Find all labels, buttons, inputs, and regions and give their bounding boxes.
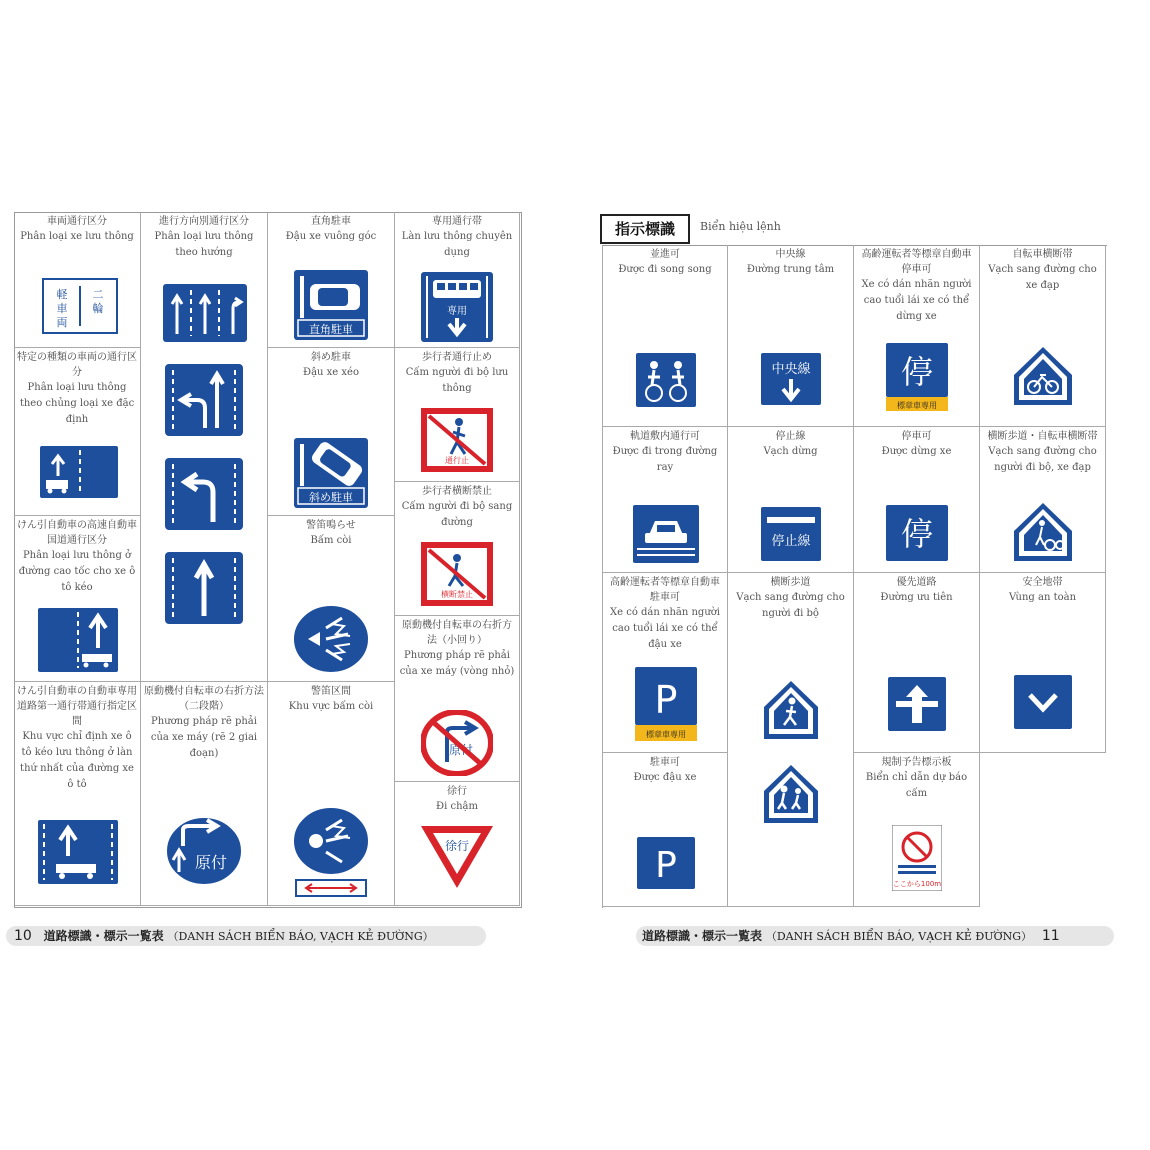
page-number: 10 bbox=[14, 928, 32, 944]
angled-parking-sign bbox=[294, 438, 368, 508]
label-jp: 原動機付自転車の右折方法（二段階） bbox=[144, 686, 264, 712]
cell-towing-expressway bbox=[14, 516, 141, 682]
label-vn: Đường ưu tiên bbox=[880, 592, 953, 603]
stop-line-sign bbox=[761, 507, 821, 561]
no-pedestrians-sign bbox=[421, 408, 493, 472]
label-vn: Vùng an toàn bbox=[1008, 592, 1077, 603]
label-vn: Được dừng xe bbox=[881, 446, 952, 457]
label-vn: Được đậu xe bbox=[633, 772, 697, 783]
cell-crosswalk bbox=[728, 573, 854, 907]
cell-angled-parking bbox=[268, 348, 395, 516]
cell-no-pedestrian-crossing bbox=[395, 482, 520, 616]
label-vn: Đường trung tâm bbox=[746, 264, 835, 275]
sign-text: 停 bbox=[900, 515, 934, 553]
advance-notice-sign bbox=[892, 825, 942, 891]
label-vn: Cấm người đi bộ sang đường bbox=[401, 501, 513, 528]
label-vn: Bấm còi bbox=[310, 535, 352, 546]
cell-moped-small-turn bbox=[395, 616, 520, 782]
sign-text: 原付 bbox=[448, 743, 474, 757]
label-jp: 直角駐車 bbox=[311, 216, 351, 227]
label-jp: 高齢運転者等標章自動車停車可 bbox=[861, 249, 972, 275]
priority-road-sign bbox=[888, 677, 946, 731]
cell-parking-allowed bbox=[602, 753, 728, 907]
label-jp: けん引自動車の自動車専用道路第一通行帯通行指定区間 bbox=[17, 686, 137, 727]
label-vn: Vạch dừng bbox=[763, 446, 818, 457]
cell-advance-notice bbox=[854, 753, 980, 907]
label-jp: 停止線 bbox=[775, 431, 806, 442]
label-vn: Xe có dán nhãn người cao tuổi lái xe có thể dừng xe bbox=[861, 279, 972, 322]
label-jp: 斜め駐車 bbox=[311, 352, 351, 363]
bicycle-crossing-sign bbox=[1012, 345, 1074, 407]
sign-text: 徐行 bbox=[444, 839, 470, 853]
label-vn: Phân loại lưu thông theo chủng loại xe đặc định bbox=[19, 382, 135, 425]
parking-allowed-sign bbox=[637, 837, 695, 889]
cell-priority-road bbox=[854, 573, 980, 753]
cell-elderly-parking bbox=[602, 573, 728, 753]
page-number: 11 bbox=[1041, 928, 1060, 944]
label-vn: Xe có dán nhãn người cao tuổi lái xe có thể đậu xe bbox=[610, 607, 720, 650]
label-vn: Biển chỉ dẫn dự báo cấm bbox=[865, 772, 968, 799]
cell-moped-two-stage bbox=[141, 682, 268, 906]
towing-lane-sign bbox=[38, 608, 118, 672]
cell-crosswalk-bicycle bbox=[980, 427, 1106, 573]
sign-subtext: 標章車専用 bbox=[646, 730, 686, 739]
label-vn: Làn lưu thông chuyên dụng bbox=[401, 231, 513, 258]
label-jp: 安全地帯 bbox=[1022, 577, 1063, 588]
cell-bicycle-crossing bbox=[980, 245, 1106, 427]
cell-tram-track bbox=[602, 427, 728, 573]
label-jp: 高齢運転者等標章自動車駐車可 bbox=[610, 577, 720, 603]
label-vn: Được đi song song bbox=[618, 264, 712, 275]
cell-elderly-stop bbox=[854, 245, 980, 427]
cell-stop-line bbox=[728, 427, 854, 573]
slow-down-sign bbox=[419, 824, 495, 890]
label-jp: 駐車可 bbox=[650, 757, 680, 768]
sign-text: 通行止 bbox=[445, 456, 469, 465]
label-vn: Vạch sang đường cho người đi bộ, xe đạp bbox=[988, 446, 1097, 473]
cell-specific-vehicle-class bbox=[14, 348, 141, 516]
left-turn-only-sign bbox=[165, 458, 243, 530]
label-jp: 警笛鳴らせ bbox=[306, 520, 356, 531]
label-vn: Phân loại lưu thông ở đường cao tốc cho xe ô tô kéo bbox=[18, 550, 136, 593]
sign-subtext: 標章車専用 bbox=[897, 401, 937, 410]
cell-direction-lanes bbox=[141, 212, 268, 682]
label-jp: 横断歩道 bbox=[770, 577, 811, 588]
sign-text: 中央線 bbox=[771, 362, 811, 377]
label-jp: 規制予告標示板 bbox=[881, 757, 952, 768]
sign-text: P bbox=[654, 678, 678, 722]
cell-stopping-allowed bbox=[854, 427, 980, 573]
sign-text: 二 bbox=[92, 288, 104, 301]
moped-small-turn-sign bbox=[421, 710, 493, 776]
sign-text: 専用 bbox=[447, 306, 467, 317]
sign-text: 車 bbox=[56, 302, 68, 315]
crosswalk-bicycle-sign bbox=[1012, 501, 1074, 563]
cell-vehicle-class bbox=[14, 212, 141, 348]
school-crosswalk-sign bbox=[762, 763, 820, 825]
straight-lane-sign bbox=[165, 552, 243, 624]
cell-towing-first-lane bbox=[14, 682, 141, 906]
footer-title-jp: 道路標識・標示一覧表 bbox=[43, 929, 164, 943]
towing-first-lane-sign bbox=[38, 820, 118, 884]
sign-text: 横断禁止 bbox=[441, 590, 473, 599]
right-page-footer bbox=[636, 926, 1114, 946]
sign-text: P bbox=[655, 845, 677, 886]
cell-right-angle-parking bbox=[268, 212, 395, 348]
elderly-parking-sign bbox=[635, 667, 697, 743]
label-jp: 自転車横断帯 bbox=[1012, 249, 1073, 260]
label-vn: Phân loại xe lưu thông bbox=[20, 231, 134, 242]
label-vn: Vạch sang đường cho xe đạp bbox=[988, 264, 1097, 291]
label-jp: 徐行 bbox=[447, 786, 467, 797]
label-vn: Được đi trong đường ray bbox=[612, 446, 718, 473]
truck-lane-sign bbox=[40, 446, 118, 498]
label-vn: Phương pháp rẽ phải của xe máy (vòng nhỏ) bbox=[399, 650, 515, 677]
cell-horn-zone bbox=[268, 682, 395, 906]
cell-side-by-side bbox=[602, 245, 728, 427]
label-jp: 横断歩道・自転車横断帯 bbox=[987, 431, 1098, 442]
sign-text: ここから100m bbox=[892, 880, 942, 888]
direction-lanes-sign bbox=[163, 284, 247, 342]
label-jp: 警笛区間 bbox=[311, 686, 351, 697]
label-jp: 停車可 bbox=[901, 431, 932, 442]
label-jp: 進行方向別通行区分 bbox=[159, 216, 249, 227]
no-crossing-sign bbox=[421, 542, 493, 606]
label-jp: 車両通行区分 bbox=[47, 216, 107, 227]
sign-text: 原付 bbox=[194, 853, 228, 872]
label-vn: Đậu xe vuông góc bbox=[285, 231, 377, 242]
sign-text: 軽 bbox=[56, 288, 68, 301]
label-jp: けん引自動車の高速自動車国道通行区分 bbox=[17, 520, 137, 546]
label-vn: Đi chậm bbox=[436, 801, 478, 812]
tram-track-sign bbox=[633, 505, 699, 563]
label-jp: 歩行者横断禁止 bbox=[422, 486, 492, 497]
sign-text: 輪 bbox=[92, 302, 104, 315]
label-jp: 歩行者通行止め bbox=[422, 352, 492, 363]
left-page-footer bbox=[6, 926, 486, 946]
label-vn: Vạch sang đường cho người đi bộ bbox=[736, 592, 845, 619]
label-jp: 原動機付自転車の右折方法（小回り） bbox=[402, 620, 512, 646]
label-vn: Khu vực chỉ định xe ô tô kéo lưu thông ở làn thứ nhất của đường xe ô tô bbox=[20, 731, 134, 790]
stopping-allowed-sign bbox=[886, 505, 948, 561]
horn-sign bbox=[292, 604, 370, 674]
safety-zone-sign bbox=[1014, 675, 1072, 729]
label-jp: 専用通行帯 bbox=[432, 216, 482, 227]
cell-exclusive-lane bbox=[395, 212, 520, 348]
label-vn: Đậu xe xéo bbox=[303, 367, 359, 378]
label-vn: Khu vực bấm còi bbox=[288, 701, 374, 712]
sign-text: 停 bbox=[900, 353, 934, 391]
sign-text: 斜め駐車 bbox=[309, 491, 353, 504]
cell-slow-down bbox=[395, 782, 520, 906]
horn-zone-sign bbox=[292, 806, 370, 900]
sign-text: 両 bbox=[56, 316, 68, 329]
cell-no-pedestrians bbox=[395, 348, 520, 482]
side-by-side-cycling-sign bbox=[636, 353, 696, 407]
moped-two-stage-sign bbox=[165, 816, 243, 886]
label-jp: 並進可 bbox=[650, 249, 680, 260]
label-jp: 特定の種類の車両の通行区分 bbox=[17, 352, 137, 378]
left-turn-lane-sign bbox=[165, 364, 243, 436]
sign-text: 停止線 bbox=[771, 534, 811, 549]
footer-title-vn: （DANH SÁCH BIỂN BÁO, VẠCH KẺ ĐƯỜNG） bbox=[167, 930, 434, 943]
label-vn: Cấm người đi bộ lưu thông bbox=[405, 367, 509, 394]
sign-text: 直角駐車 bbox=[309, 323, 353, 336]
footer-title-jp: 道路標識・標示一覧表 bbox=[642, 929, 763, 943]
vehicle-class-sign bbox=[42, 278, 118, 334]
cell-safety-zone bbox=[980, 573, 1106, 753]
elderly-stop-sign bbox=[886, 343, 948, 413]
cell-sound-horn bbox=[268, 516, 395, 682]
center-line-sign bbox=[761, 353, 821, 405]
section-title: 指示標識 bbox=[600, 214, 690, 244]
label-jp: 軌道敷内通行可 bbox=[630, 431, 700, 442]
cell-center-line bbox=[728, 245, 854, 427]
crosswalk-sign bbox=[762, 679, 820, 741]
label-vn: Phân loại lưu thông theo hướng bbox=[154, 231, 254, 258]
right-angle-parking-sign bbox=[294, 270, 368, 340]
label-jp: 優先道路 bbox=[896, 577, 937, 588]
label-vn: Phương pháp rẽ phải của xe máy (rẽ 2 giai đoạn) bbox=[150, 716, 258, 759]
label-jp: 中央線 bbox=[775, 249, 806, 260]
section-subtitle: Biển hiệu lệnh bbox=[700, 220, 781, 233]
footer-title-vn: （DANH SÁCH BIỂN BÁO, VẠCH KẺ ĐƯỜNG） bbox=[765, 930, 1032, 943]
bus-lane-sign bbox=[421, 272, 493, 342]
